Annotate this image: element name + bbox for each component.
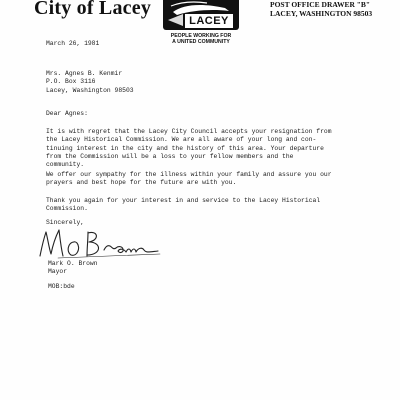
recipient-address bbox=[46, 70, 134, 95]
closing: Sincerely, bbox=[46, 219, 85, 226]
signer-name: Mark O. Brown bbox=[48, 260, 98, 267]
recipient-line: Lacey, Washington 98503 bbox=[46, 86, 134, 94]
salutation: Dear Agnes: bbox=[46, 110, 88, 117]
paragraph-line: from the Commission will be a loss to your fellow members and the bbox=[46, 152, 294, 160]
address-line: POST OFFICE DRAWER "B" bbox=[270, 0, 371, 9]
paragraph-line: We offer our sympathy for the illness within your family and assure you our bbox=[46, 171, 332, 178]
paragraph-line: It is with regret that the Lacey City Council accepts your resignation from bbox=[46, 128, 332, 135]
paragraph-line: prayers and best hope for the future are with you. bbox=[46, 179, 237, 187]
city-logo bbox=[163, 0, 239, 30]
signature-drawing bbox=[34, 224, 164, 264]
recipient-line: P.O. Box 3116 bbox=[46, 78, 96, 86]
letter-date: March 26, 1981 bbox=[46, 40, 100, 47]
paragraph-line: the Lacey Historical Commission. We are all aware of your long and con- bbox=[46, 136, 317, 144]
handwritten-signature bbox=[34, 224, 164, 264]
paragraph-line: Commission. bbox=[46, 205, 88, 213]
body-paragraph bbox=[46, 128, 332, 169]
body-paragraph bbox=[46, 171, 332, 188]
city-name-heading: City of Lacey bbox=[34, 0, 152, 19]
paragraph-line: tinuing interest in the city and the history of this area. Your departure bbox=[46, 144, 324, 152]
logo-wordmark: LACEY bbox=[185, 14, 233, 28]
letterhead-address bbox=[270, 0, 372, 18]
paragraph-line: Thank you again for your interest in and service to the Lacey Historical bbox=[46, 197, 321, 204]
recipient-line: Mrs. Agnes B. Kenmir bbox=[46, 70, 123, 77]
tagline-line: A UNITED COMMUNITY bbox=[172, 39, 230, 45]
address-line: LACEY, WASHINGTON 98503 bbox=[270, 9, 373, 18]
body-paragraph bbox=[46, 197, 320, 214]
paragraph-line: community. bbox=[46, 161, 85, 169]
letterhead-tagline bbox=[158, 33, 244, 45]
reference-initials: MOB:bde bbox=[48, 283, 75, 290]
tagline-line: PEOPLE WORKING FOR bbox=[170, 33, 232, 39]
signer-title: Mayor bbox=[48, 268, 68, 276]
signature-block bbox=[48, 260, 98, 277]
